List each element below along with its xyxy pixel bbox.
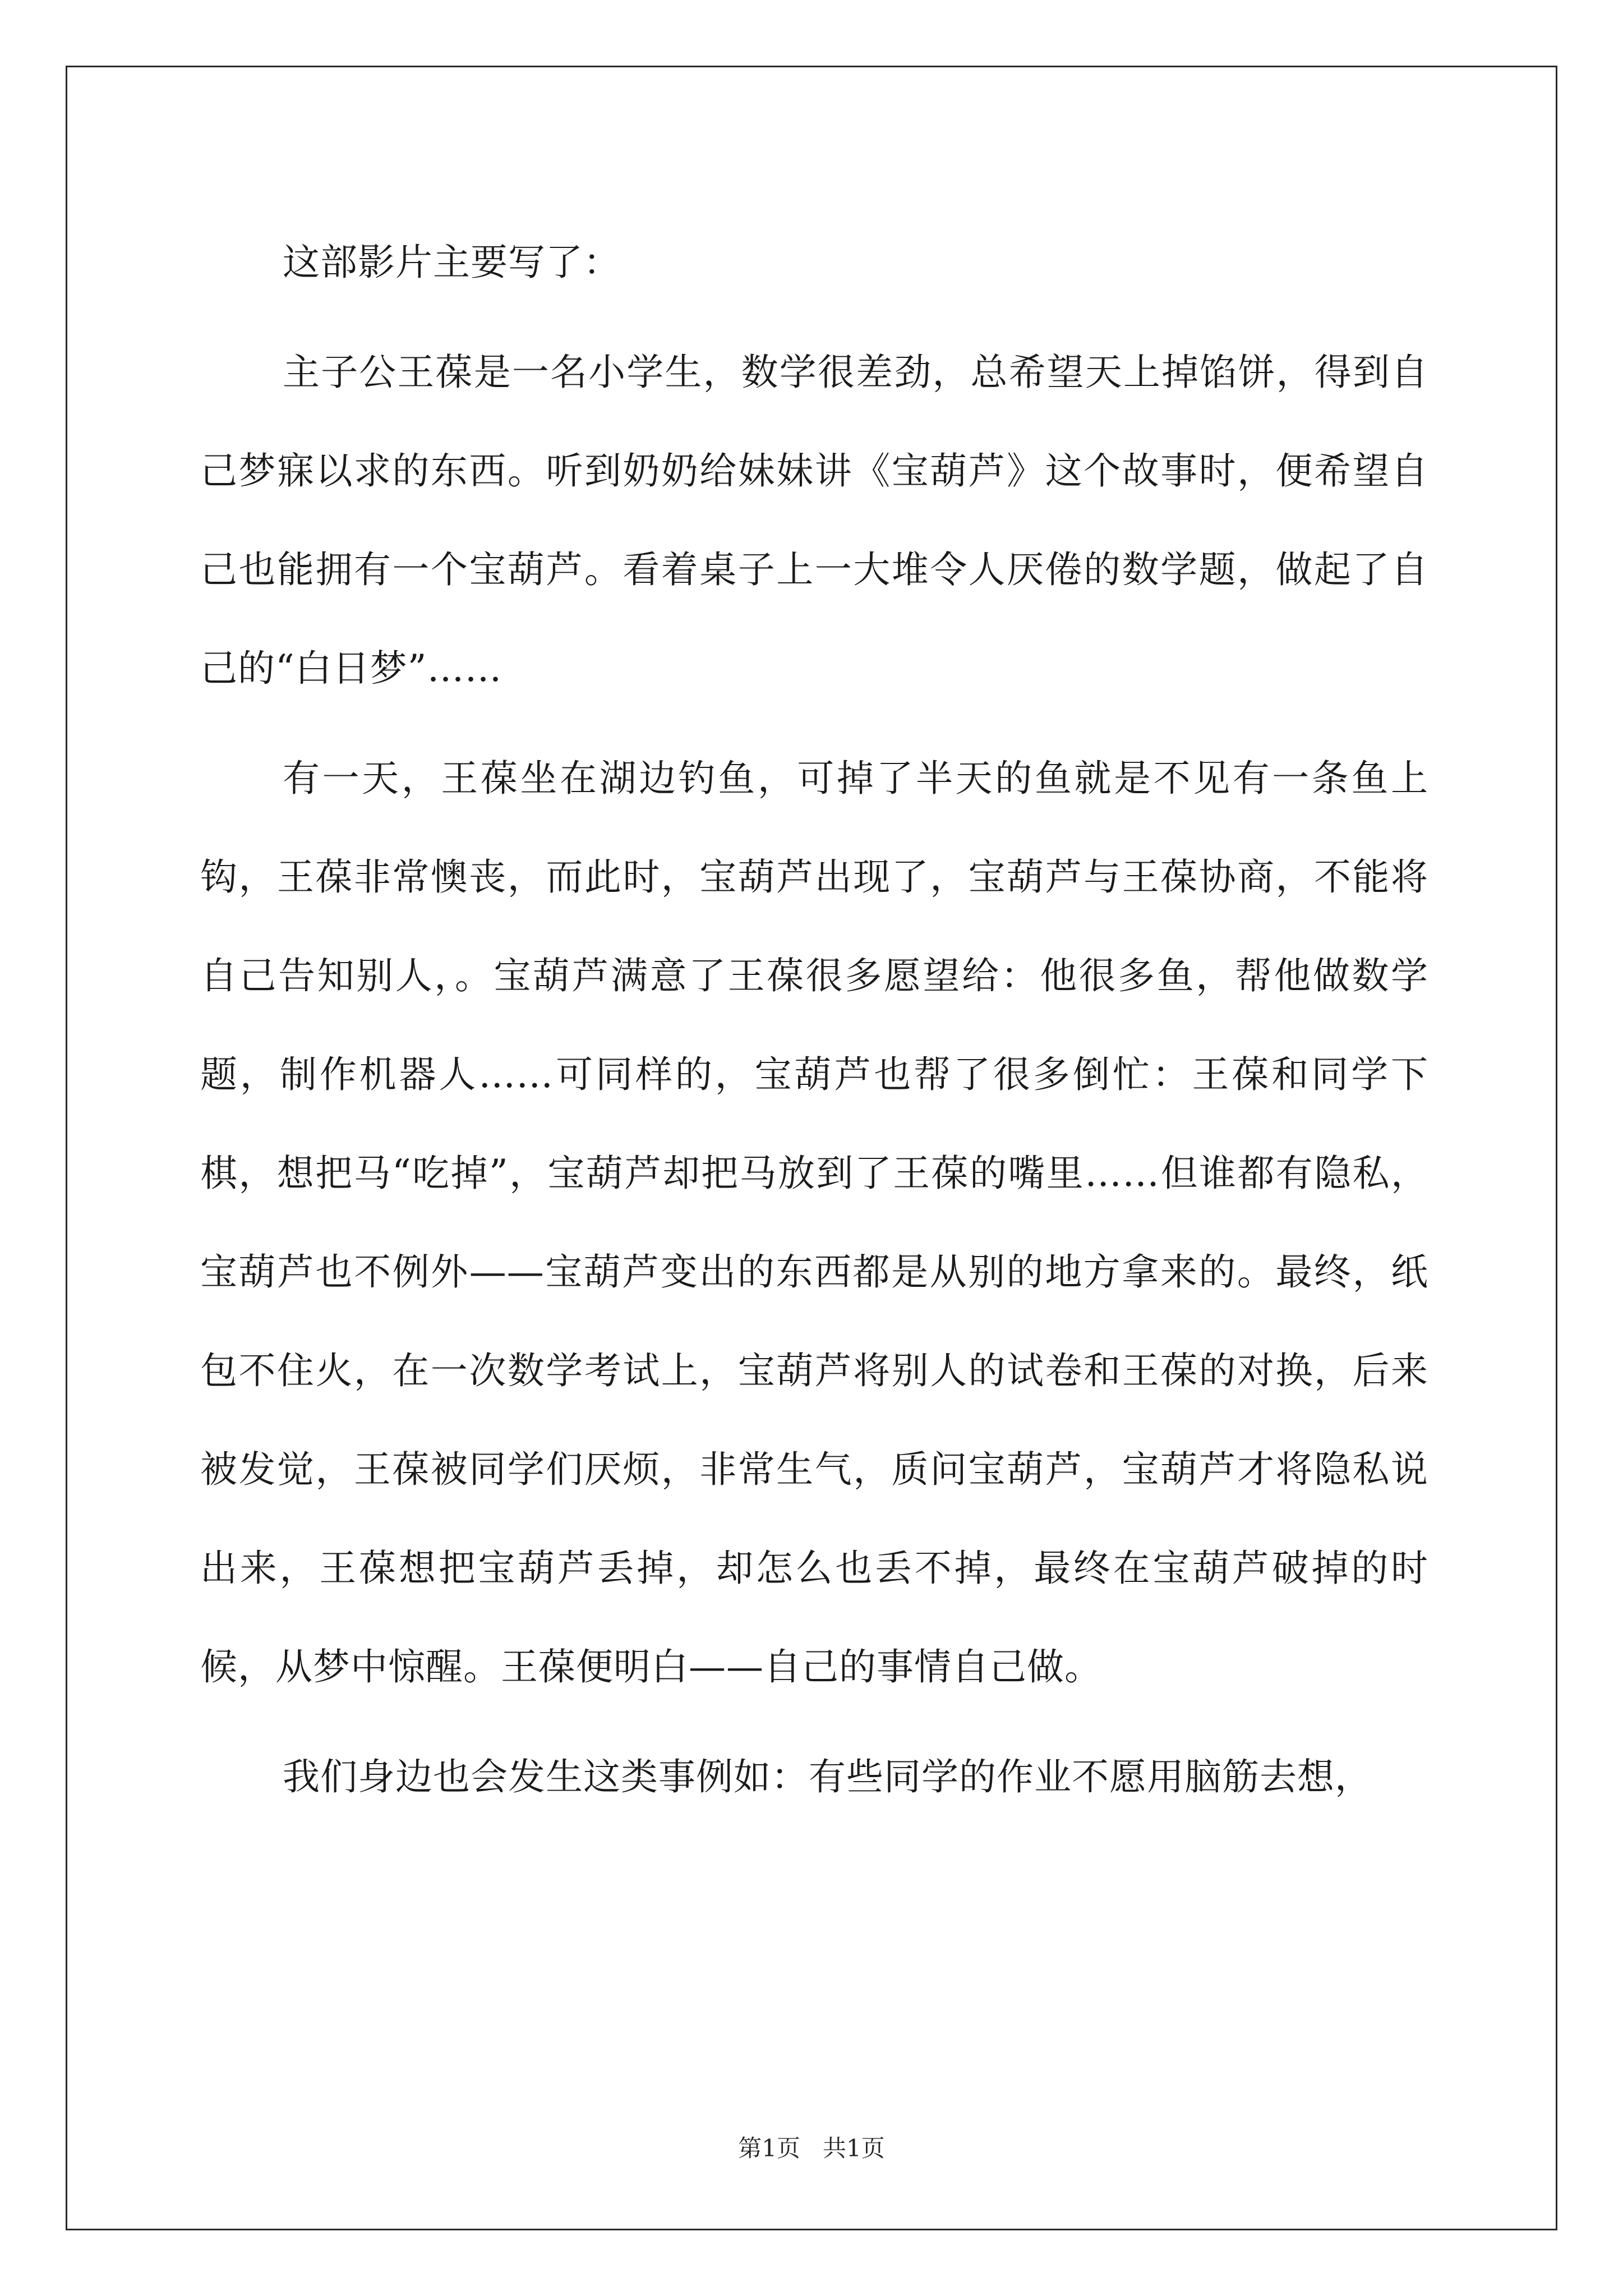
page-total: 共1页 (823, 2134, 885, 2162)
document-body (200, 213, 1428, 1826)
paragraph-story: 有一天，王葆坐在湖边钓鱼，可掉了半天的鱼就是不见有一条鱼上钩，王葆非常懊丧，而此时，宝葫芦出现了，宝葫芦与王葆协商，不能将自己告知别人，。宝葫芦满意了王葆很多愿望给：他很多鱼，帮他做数学题，制作机器人……可同样的，宝葫芦也帮了很多倒忙：王葆和同学下棋，想把马“吃掉”，宝葫芦却把马放到了王葆的嘴里……但谁都有隐私，宝葫芦也不例外——宝葫芦变出的东西都是从别的地方拿来的。最终，纸包不住火，在一次数学考试上，宝葫芦将别人的试卷和王葆的对换，后来被发觉，王葆被同学们厌烦，非常生气，质问宝葫芦，宝葫芦才将隐私说出来，王葆想把宝葫芦丢掉，却怎么也丢不掉，最终在宝葫芦破掉的时候，从梦中惊醒。王葆便明白——自己的事情自己做。 (200, 757, 1428, 1688)
paragraph-summary: 主子公王葆是一名小学生，数学很差劲，总希望天上掉馅饼，得到自己梦寐以求的东西。听到奶奶给妹妹讲《宝葫芦》这个故事时，便希望自己也能拥有一个宝葫芦。看着桌子上一大堆令人厌倦的数学题，做起了自己的“白日梦”…… (200, 351, 1428, 690)
page-number: 第1页 (738, 2134, 800, 2162)
page-footer (0, 2132, 1623, 2165)
paragraph-intro: 这部影片主要写了： (283, 241, 621, 284)
paragraph-reflection: 我们身边也会发生这类事例如：有些同学的作业不愿用脑筋去想， (283, 1755, 1372, 1798)
